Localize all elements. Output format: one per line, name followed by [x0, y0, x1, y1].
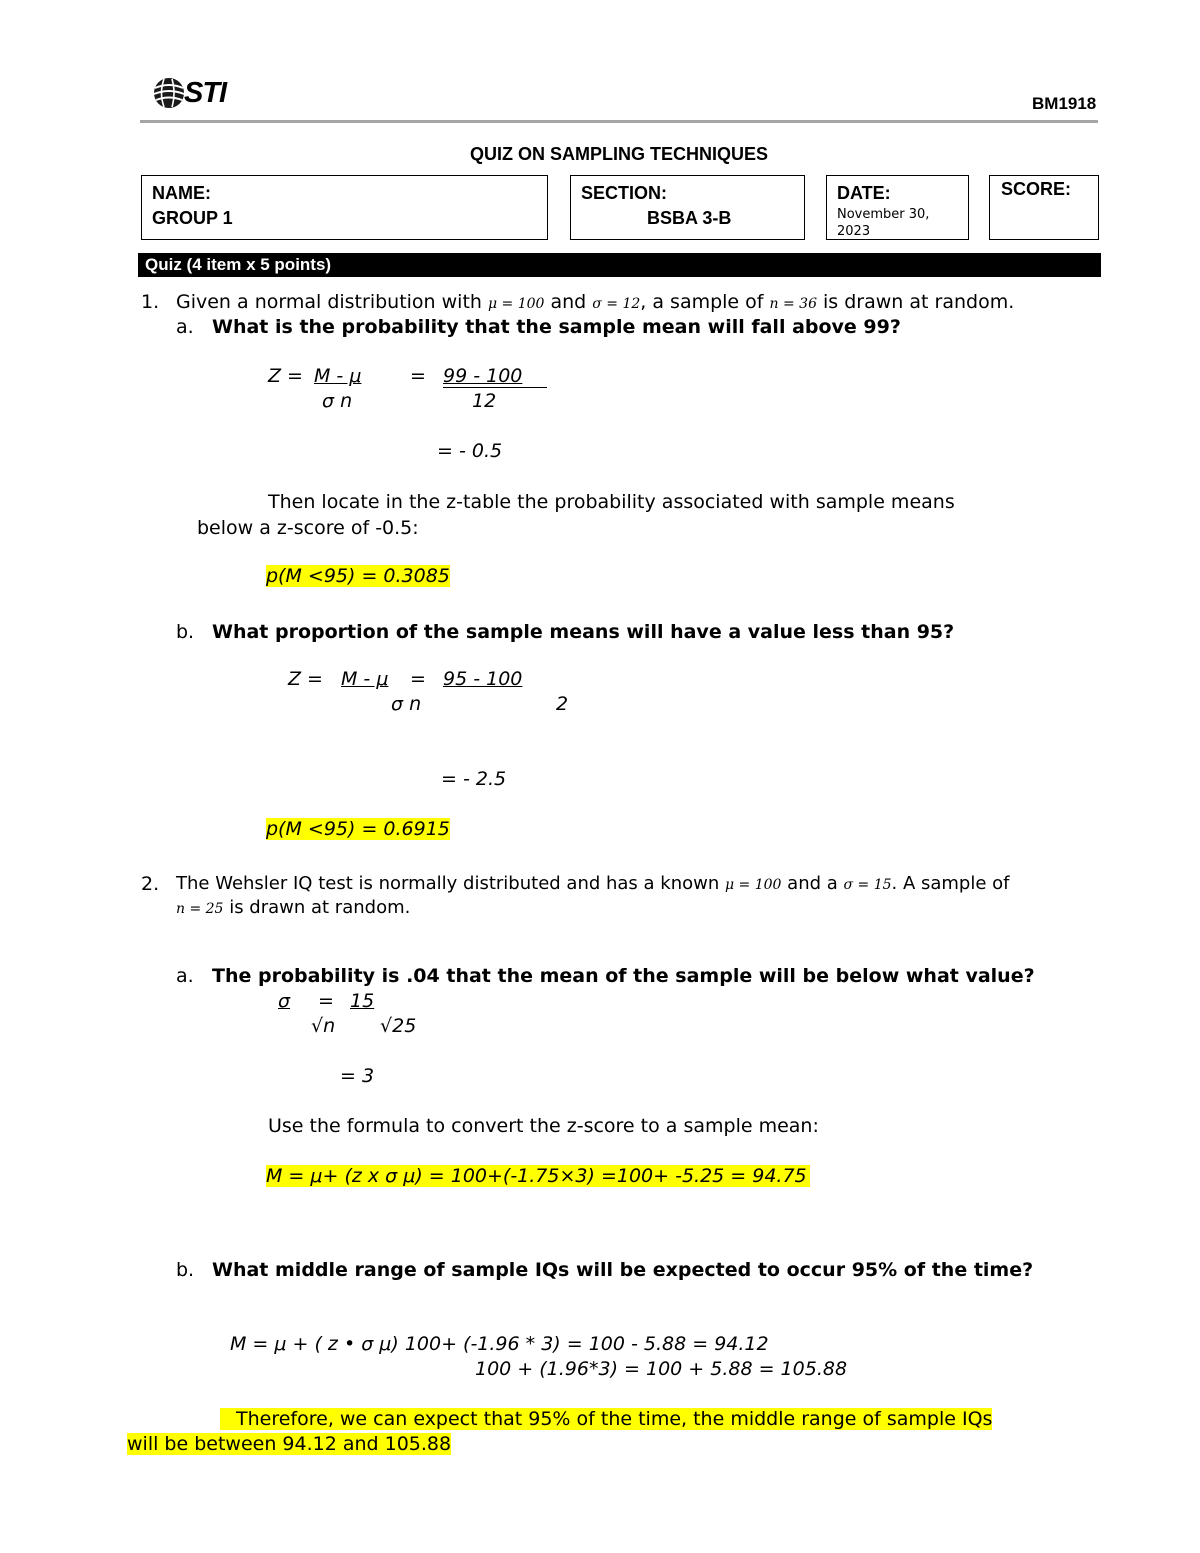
date-box: [826, 175, 969, 240]
q1a-sub-denominator: 12: [472, 390, 497, 412]
q1a-z-denominator: σ n: [322, 390, 353, 412]
section-value: BSBA 3-B: [647, 208, 732, 228]
q1-stem-text-3: , a sample of: [640, 291, 770, 313]
q1-number: 1.: [141, 291, 160, 313]
q1b-letter: b.: [176, 621, 195, 643]
q1a-eq-sign: =: [410, 365, 426, 387]
name-value: GROUP 1: [152, 208, 233, 228]
q2a-explain: Use the formula to convert the z-score to a sample mean:: [268, 1115, 819, 1137]
q1a-letter: a.: [176, 316, 194, 338]
sti-logo: [152, 76, 226, 110]
q1a-question: What is the probability that the sample mean will fall above 99?: [212, 316, 901, 338]
q1a-explain-line-1: Then locate in the z-table the probability associated with sample means: [268, 491, 955, 513]
q1a-result: = - 0.5: [437, 440, 503, 462]
score-box: [989, 175, 1099, 240]
doc-code: BM1918: [1032, 94, 1097, 113]
q1b-eq-sign: =: [410, 668, 426, 690]
date-label: DATE:: [837, 183, 891, 203]
quiz-banner: [138, 253, 1101, 277]
q2-mu: μ = 100: [724, 877, 782, 893]
q2-stem-line-1: [176, 873, 1010, 894]
q2a-sqrt-25: √25: [380, 1015, 417, 1037]
q1b-question: What proportion of the sample means will have a value less than 95?: [212, 621, 955, 643]
q1b-sub-numerator: 95 - 100: [443, 668, 523, 690]
q2a-fifteen: 15: [350, 990, 375, 1012]
q2a-question: The probability is .04 that the mean of the sample will be below what value?: [212, 965, 1035, 987]
header-rule: [140, 120, 1098, 123]
q2-number: 2.: [141, 873, 160, 895]
q2-sigma: σ = 15: [843, 877, 892, 893]
q1b-z-eq: Z =: [288, 668, 323, 690]
date-value-line-1: November 30,: [837, 207, 930, 222]
score-label: SCORE:: [1001, 179, 1072, 199]
q2-stem-text-1: The Wehsler IQ test is normally distributed and has a known: [176, 873, 725, 894]
q2a-letter: a.: [176, 965, 194, 987]
q1a-explain-line-2: below a z-score of -0.5:: [197, 517, 419, 539]
section-label: SECTION:: [581, 183, 668, 203]
q1-mu: μ = 100: [487, 296, 545, 312]
q2-stem-text-3: . A sample of: [891, 873, 1010, 894]
date-value-line-2: 2023: [837, 224, 871, 239]
q2-stem-text-2: and a: [781, 873, 844, 894]
logo-text: STI: [184, 76, 227, 109]
q2-n: n = 25: [176, 901, 224, 917]
q2b-conclusion-line-2: will be between 94.12 and 105.88: [127, 1433, 452, 1455]
q1b-z-numerator: M - μ: [341, 668, 389, 690]
page-title: QUIZ ON SAMPLING TECHNIQUES: [469, 144, 768, 164]
q1b-result: = - 2.5: [441, 768, 507, 790]
q1b-z-denominator: σ n: [391, 693, 422, 715]
q1-stem-text-1: Given a normal distribution with: [176, 291, 488, 313]
q2a-eq-sign: =: [318, 990, 334, 1012]
q1a-z-numerator: M - μ: [314, 365, 362, 387]
q1b-sub-denominator: 2: [556, 693, 569, 715]
globe-icon: [152, 76, 186, 110]
q2b-question: What middle range of sample IQs will be expected to occur 95% of the time?: [212, 1259, 1034, 1281]
q1a-z-eq: Z =: [268, 365, 303, 387]
q1a-answer: p(M <95) = 0.3085: [266, 565, 450, 587]
q1-stem: [176, 291, 1014, 313]
q1a-fraction-bar: [443, 387, 547, 388]
q2a-result: = 3: [340, 1065, 375, 1087]
q2a-answer: M = μ+ (z x σ μ) = 100+(-1.75×3) =100+ -5.25 = 94.75: [266, 1165, 810, 1187]
name-label: NAME:: [152, 183, 211, 203]
q1-sigma: σ = 12: [592, 296, 641, 312]
q1-n: n = 36: [769, 296, 817, 312]
q2a-sqrt-n: √n: [311, 1015, 336, 1037]
q1-stem-text-2: and: [544, 291, 593, 313]
q2b-line-2: 100 + (1.96*3) = 100 + 5.88 = 105.88: [475, 1358, 848, 1380]
q1b-answer: p(M <95) = 0.6915: [266, 818, 450, 840]
quiz-banner-text: Quiz (4 item x 5 points): [145, 255, 332, 274]
section-box: [570, 175, 805, 240]
q2a-sigma: σ: [278, 990, 291, 1012]
q2-stem-line-2: [176, 897, 410, 918]
q1a-sub-numerator: 99 - 100: [443, 365, 523, 387]
q2-stem-text-4: is drawn at random.: [223, 897, 411, 918]
name-box: [141, 175, 548, 240]
q2b-conclusion-line-1: Therefore, we can expect that 95% of the time, the middle range of sample IQs: [220, 1408, 992, 1430]
q1-stem-text-4: is drawn at random.: [816, 291, 1015, 313]
q2b-letter: b.: [176, 1259, 195, 1281]
q2b-line-1: M = μ + ( z • σ μ) 100+ (-1.96 * 3) = 100 - 5.88 = 94.12: [230, 1333, 769, 1355]
